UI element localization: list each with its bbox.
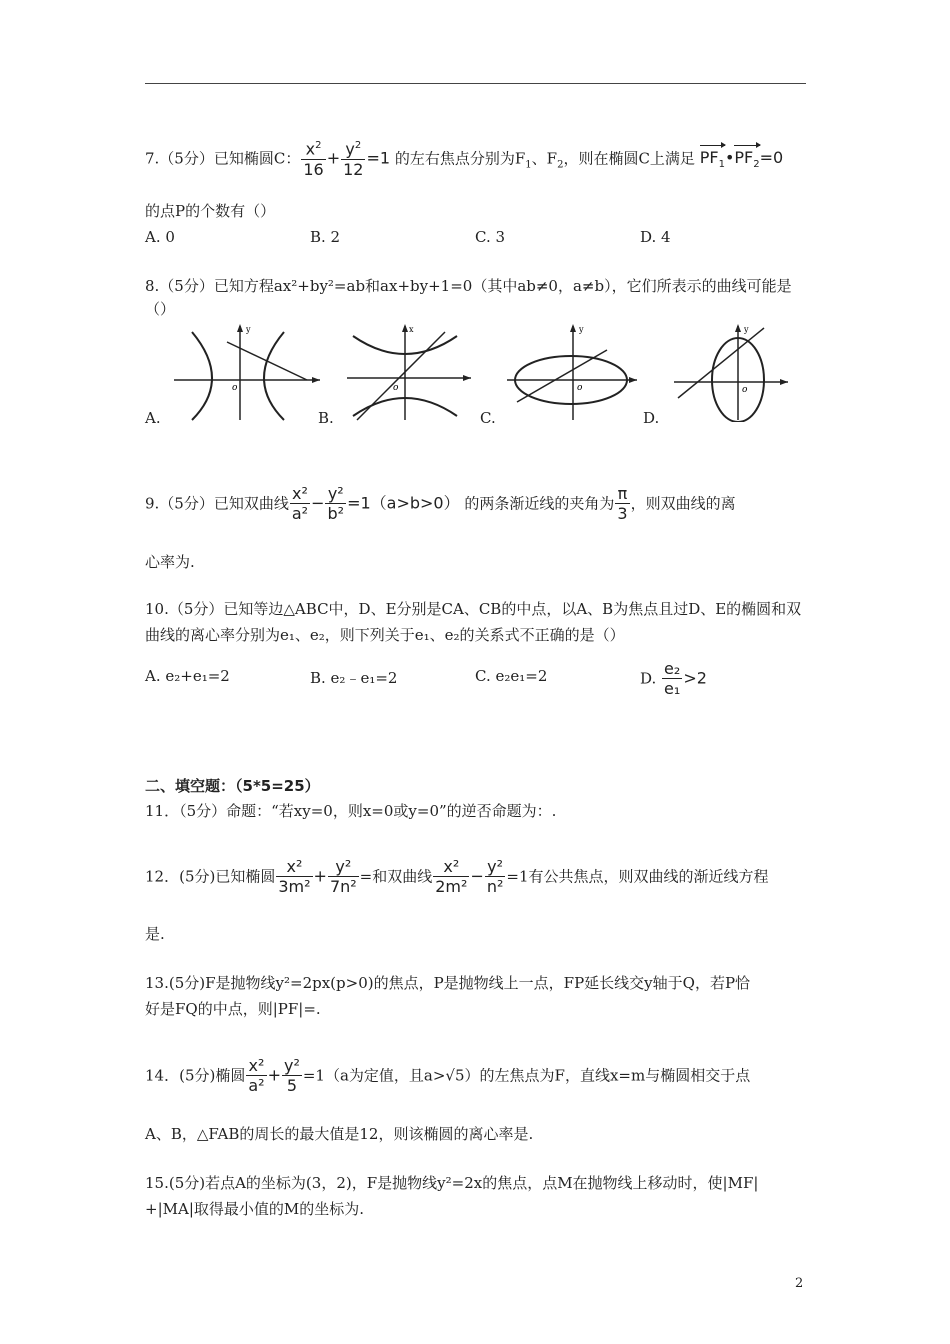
q8-graph-d (672, 322, 792, 422)
svg-text:o: o (232, 383, 238, 393)
q9-frac-angle: $\frac{\pi}{3}$ (617, 484, 628, 524)
q8-graph-b (345, 322, 475, 422)
q7-frac-x: $\frac{x^2}{16}$ (303, 139, 324, 179)
q10-frac-d: $\frac{\text{e₂}}{\text{e₁}}$ (664, 659, 681, 699)
svg-text:o: o (393, 383, 399, 393)
q7-frac-y: $\frac{y^2}{12}$ (343, 139, 364, 179)
q8-label-c: C. (480, 409, 496, 427)
q14-frac-1: $\frac{\text{x²}}{\text{a²}}$ (248, 1056, 265, 1096)
q9-line2: 心率为. (145, 553, 195, 571)
q9-frac-y: $\frac{\text{y²}}{\text{b²}}$ (327, 484, 345, 524)
q12-line2: 是. (145, 925, 165, 943)
q10-option-b: B. e₂﹣e₁=2 (310, 669, 398, 687)
q13-line1: 13.(5分)F是抛物线y²=2px(p>0)的焦点，P是抛物线上一点，FP延长线交y轴于Q，若P恰 (145, 974, 751, 992)
svg-text:y: y (246, 325, 251, 334)
q7-option-c: C. 3 (475, 228, 506, 246)
q8-graph-c (505, 322, 640, 422)
q10-option-a: A. e₂+e₁=2 (145, 667, 230, 685)
q10-option-c: C. e₂e₁=2 (475, 667, 548, 685)
q8-graph-a (172, 322, 322, 422)
q9-line1: 9.（5分）已知双曲线 $\frac{\text{x²}}{\text{a²}}$ − $\frac{\text{y²}}{\text{b²}}$ =1（a>b>0） 的两条渐近线的夹角为 $\frac{\pi}{3}$ ，则双曲线的离 (145, 484, 736, 524)
q12-frac-3: $\frac{\text{x²}}{\text{2m²}}$ (435, 857, 468, 897)
header-rule (145, 83, 806, 84)
svg-text:x: x (409, 325, 414, 334)
q8-label-b: B. (318, 409, 334, 427)
q15-line1: 15.(5分)若点A的坐标为(3，2)，F是抛物线y²=2x的焦点，点M在抛物线上移动时，使|MF| (145, 1174, 759, 1192)
q14-line1: 14．(5分)椭圆 $\frac{\text{x²}}{\text{a²}}$ + $\frac{\text{y²}}{5}$ =1（a为定值，且a>√5）的左焦点为F，直线x=m与椭圆相交于点 (145, 1056, 751, 1096)
q7-option-d: D. 4 (640, 228, 671, 246)
q8-line2: （） (145, 300, 176, 318)
page-number: 2 (795, 1276, 804, 1291)
q14-line2: A、B，△FAB的周长的最大值是12，则该椭圆的离心率是. (145, 1125, 534, 1143)
q10-line2: 曲线的离心率分别为e₁、e₂，则下列关于e₁、e₂的关系式不正确的是（） (145, 626, 625, 644)
svg-text:o: o (742, 385, 748, 395)
q7-option-b: B. 2 (310, 228, 341, 246)
q12-frac-4: $\frac{\text{y²}}{\text{n²}}$ (486, 857, 504, 897)
q11-line1: 11．（5分）命题：“若xy=0，则x=0或y=0”的逆否命题为：. (145, 802, 557, 820)
q7-option-a: A. 0 (145, 228, 175, 246)
q8-label-a: A. (145, 409, 161, 427)
q8-line1: 8.（5分）已知方程ax²+by²=ab和ax+by+1=0（其中ab≠0，a≠b），它们所表示的曲线可能是 (145, 277, 792, 295)
q13-line2: 好是FQ的中点，则|PF|=. (145, 1000, 321, 1018)
svg-text:o: o (577, 383, 583, 393)
q7-head: 7.（5分）已知椭圆C： (145, 149, 301, 168)
q10-option-d: D. $\frac{\text{e₂}}{\text{e₁}}$ >2 (640, 659, 707, 699)
q14-frac-2: $\frac{\text{y²}}{5}$ (283, 1056, 300, 1096)
svg-text:y: y (744, 325, 749, 334)
svg-text:y: y (579, 325, 584, 334)
q15-line2: +|MA|取得最小值的M的坐标为. (145, 1200, 364, 1218)
section-2-title: 二、填空题：（5*5=25） (145, 777, 320, 795)
q7-vector-eq: $PF_1•PF_2=0$ (700, 148, 784, 167)
q12-frac-2: $\frac{\text{y²}}{\text{7n²}}$ (329, 857, 357, 897)
q7-line1: 7.（5分）已知椭圆C： $\frac{x^2}{16}$ + $\frac{y^2}{12}$ =1 的左右焦点分别为$F_1$、$F_2$，则在椭圆C上满足 $PF_1•PF_2=0$ (145, 139, 784, 179)
q12-frac-1: $\frac{\text{x²}}{\text{3m²}}$ (278, 857, 311, 897)
q8-label-d: D. (643, 409, 660, 427)
q10-line1: 10.（5分）已知等边△ABC中，D、E分别是CA、CB的中点，以A、B为焦点且过D、E的椭圆和双 (145, 600, 802, 618)
q12-line1: 12．(5分)已知椭圆 $\frac{\text{x²}}{\text{3m²}}$ + $\frac{\text{y²}}{\text{7n²}}$ =和双曲线 $\frac{\text{x²}}{\text{2m²}}$ − $\frac{\text{y²}}{\text{n²}}$ =1有公共焦点，则双曲线的渐近线方程 (145, 857, 769, 897)
q7-line2: 的点P的个数有（） (145, 202, 276, 220)
q9-frac-x: $\frac{\text{x²}}{\text{a²}}$ (291, 484, 309, 524)
